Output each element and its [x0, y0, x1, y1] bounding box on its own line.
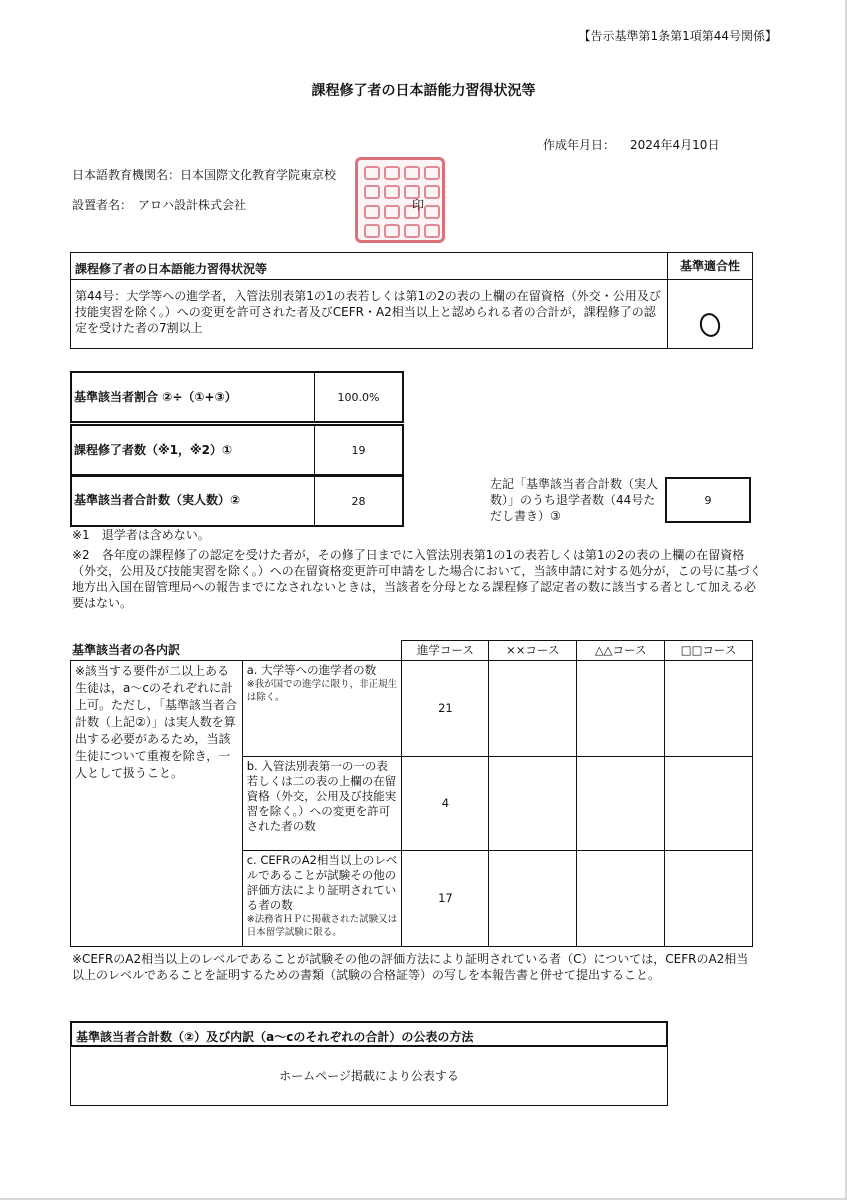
ratio-value: 100.0% [337, 390, 380, 404]
ratio-label: 基準該当者割合 ②÷（①+③） [74, 390, 237, 404]
seal-mark: 印 [412, 198, 425, 212]
qualified-value-cell [314, 476, 403, 526]
course-header: △△コース [577, 641, 665, 661]
breakdown-footnote: ※CEFRのA2相当以上のレベルであることが試験その他の評価方法により証明されている者（C）については，CEFRのA2相当以上のレベルであることを証明するための書類（試験の合格証等）の写しを本報告書と併せて提出すること。 [72, 952, 749, 982]
row-sub-note: ※我が国での進学に限り，非正規生は除く。 [246, 679, 398, 703]
qualified-label: 基準該当者合計数（実人数）② [74, 493, 241, 507]
course-header: 進学コース [402, 641, 489, 661]
publication-header: 基準該当者合計数（②）及び内訳（a〜cのそれぞれの合計）の公表の方法 [76, 1030, 474, 1044]
table-cell [665, 851, 753, 947]
note-2: ※2 各年度の課程修了の認定を受けた者が，その修了日までに入管法別表第1の1の表若しくは第1の2の表の上欄の在留資格（外交，公用及び技能実習を除く。）への在留資格変更許可申請をした場合において，当該申請に対する処分が，この号に基づく地方出入国在留管理局への報告までになされないときは，当該者を分母となる課程修了認定者の数に該当する者として加える必要はない。 [72, 548, 762, 610]
standard-description: 第44号：大学等への進学者，入管法別表第1の1の表若しくは第1の2の表の上欄の在留資格（外交・公用及び技能実習を除く。）への変更を許可された者及びCEFR・A2相当以上と認められる者の合計が，課程修了の認定を受けた者の7割以上 [75, 289, 661, 335]
table-cell [665, 757, 753, 851]
course-header: □□コース [665, 641, 753, 661]
row-label: a. 大学等への進学者の数 [246, 663, 377, 677]
institution-name: 日本語教育機関名：日本国際文化教育学院東京校 [72, 168, 337, 182]
header-reference: 【告示基準第1条第1項第44号関係】 [578, 29, 777, 43]
table-cell: 17 [402, 851, 489, 947]
creation-date-value: 2024年4月10日 [630, 138, 720, 152]
standard-header: 課程修了者の日本語能力習得状況等 [75, 262, 268, 276]
withdrawn-value: 9 [704, 493, 712, 507]
row-label: b. 入管法別表第一の一の表若しくは二の表の上欄の在留資格（外交，公用及び技能実習を除く。）への変更を許可された者の数 [246, 759, 397, 833]
seal-stamp-icon [355, 157, 445, 243]
conformity-header-cell [667, 252, 753, 280]
completed-value-cell [314, 425, 403, 475]
withdrawn-label: 左記「基準該当者合計数（実人数）」のうち退学者数（44号ただし書き）③ [490, 477, 659, 523]
breakdown-row-a [71, 661, 753, 757]
breakdown-side-note: ※該当する要件が二以上ある生徒は，a〜cのそれぞれに計上可。ただし，「基準該当者合計数（上記②）」は実人数を算出する必要があるため，当該生徒について重複を除き，一人として扱うこと。 [71, 661, 243, 947]
qualified-value: 28 [351, 494, 366, 508]
table-cell [665, 661, 753, 757]
breakdown-header-row [71, 641, 753, 661]
publication-header-cell [70, 1021, 668, 1047]
completed-label: 課程修了者数（※1，※2）① [74, 443, 233, 457]
founder-name: 設置者名： アロハ設計株式会社 [72, 198, 247, 212]
row-label: c. CEFRのA2相当以上のレベルであることが試験その他の評価方法により証明されている者の数 [246, 853, 398, 912]
row-label-cell [242, 851, 402, 947]
publication-content: ホームページ掲載により公表する [279, 1069, 459, 1083]
table-cell [577, 851, 665, 947]
completed-value: 19 [351, 443, 366, 457]
breakdown-title: 基準該当者の各内訳 [72, 643, 181, 657]
table-cell [489, 757, 577, 851]
creation-date-label: 作成年月日： [543, 138, 616, 152]
table-cell [577, 661, 665, 757]
breakdown-title-spacer [71, 641, 402, 661]
note-1: ※1 退学者は含めない。 [72, 528, 210, 542]
withdrawn-value-cell [665, 477, 751, 523]
standard-description-cell [70, 279, 668, 349]
course-header: ××コース [489, 641, 577, 661]
table-cell [489, 661, 577, 757]
table-cell [489, 851, 577, 947]
publication-content-cell [70, 1046, 668, 1106]
row-label-cell [242, 757, 402, 851]
table-cell: 4 [402, 757, 489, 851]
standard-header-cell [70, 252, 668, 280]
row-label-cell [242, 661, 402, 757]
row-sub-note: ※法務省ＨＰに掲載された試験又は日本留学試験に限る。 [246, 914, 398, 938]
table-cell [577, 757, 665, 851]
table-cell: 21 [402, 661, 489, 757]
conformity-header: 基準適合性 [679, 259, 740, 273]
ratio-value-cell [314, 372, 403, 422]
document-title: 課程修了者の日本語能力習得状況等 [311, 83, 536, 99]
breakdown-table [70, 640, 753, 947]
